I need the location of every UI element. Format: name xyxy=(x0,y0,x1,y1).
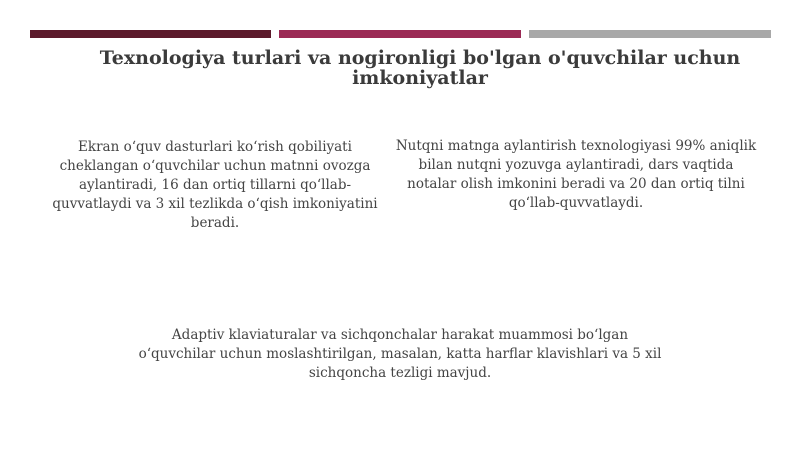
accent-bar-magenta xyxy=(279,30,521,38)
text-block-adaptive-input: Adaptiv klaviaturalar va sichqonchalar harakat muammosi bo‘lgan o‘quvchilar uchun moslashtirilgan, masalan, katta harflar klavishlari va 5 xil sichqoncha tezligi mavjud. xyxy=(138,327,662,381)
text-block-screen-reader: Ekran o‘quv dasturlari ko‘rish qobiliyati cheklangan o‘quvchilar uchun matnni ovozga aylantiradi, 16 dan ortiq tillarni qo‘llab-quvvatlaydi va 3 xil tezlikda o‘qish imkoniyatini beradi. xyxy=(52,139,378,231)
text-block-speech-to-text: Nutqni matnga aylantirish texnologiyasi 99% aniqlik bilan nutqni yozuvga aylantiradi, dars vaqtida notalar olish imkonini beradi va 20 dan ortiq tilni qo‘llab-quvvatlaydi. xyxy=(395,138,757,211)
slide-title: Texnologiya turlari va nogironligi bo'lgan o'quvchilar uchun imkoniyatlar xyxy=(99,47,741,89)
accent-bar-dark-red xyxy=(30,30,271,38)
accent-bar-gray xyxy=(529,30,771,38)
